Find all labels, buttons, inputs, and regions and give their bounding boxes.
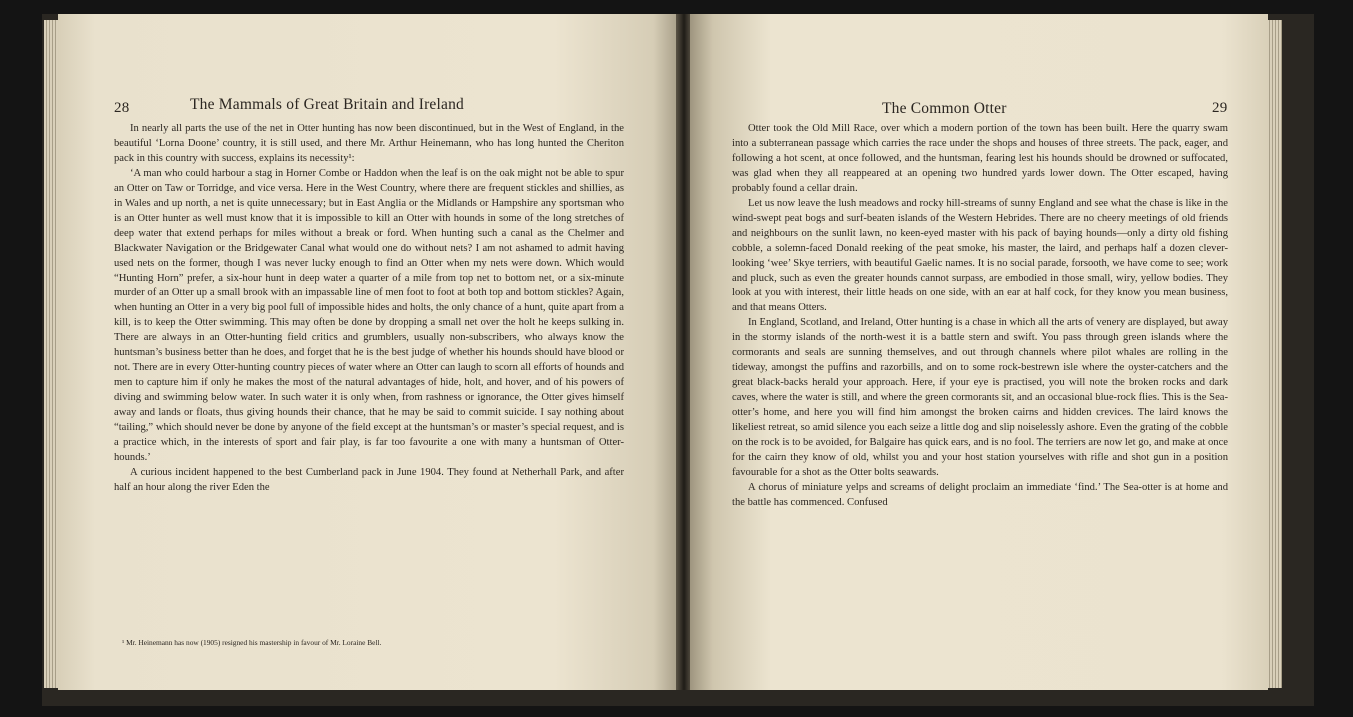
running-head: The Common Otter [882,100,1007,117]
paragraph: A curious incident happened to the best Cumberland pack in June 1904. They found at Netherhall Park, and after half an hour along the river Eden the [114,466,624,493]
footnote: ¹ Mr. Heinemann has now (1905) resigned his mastership in favour of Mr. Loraine Bell. [122,638,382,647]
paragraph: Let us now leave the lush meadows and rocky hill-streams of sunny England and see what the chase is like in the wind-swept peat bogs and surf-beaten islands of the Western Hebrides. There are no cheery meetings of old friends and neighbours on the sunlit lawn, no keen-eyed master with his pack of baying hounds—only a dirty old fishing cobble, a solemn-faced Donald reeking of the peat smoke, his master, the laird, and perhaps half a dozen clever-looking ‘wee’ Skye terriers, with beautiful Gaelic names. It is no social parade, forsooth, we have come to see; work and pluck, such as even the greater hounds cannot surpass, are embodied in those small, wiry, yellow bodies. They look at you with interest, their little heads on one side, with an ear at half cock, for they know you mean business, and that means Otters. [732,197,1228,314]
paragraph: Otter took the Old Mill Race, over which a modern portion of the town has been built. Here the quarry swam into a subterranean passage which carries the race under the shops and houses of three streets. The pack, eager, and following a hot scent, at once followed, and the huntsman, fearing lest his hounds should be drowned or suffocated, was glad when they all reappeared at an opening two hundred yards lower down. The Otter escaped, having probably found a cellar drain. [732,123,1228,194]
paragraph: A chorus of miniature yelps and screams of delight proclaim an immediate ‘find.’ The Sea-otter is at home and the battle has commenced. Confused [732,481,1228,508]
running-head: The Mammals of Great Britain and Ireland [190,96,464,113]
paragraph: ‘A man who could harbour a stag in Horner Combe or Haddon when the leaf is on the oak might not be able to spur an Otter on Taw or Torridge, and vice versa. Here in the West Country, where there are frequent stickles and shillies, as in Wales and up north, a net is quite unnecessary; but in East Anglia or the Midlands or Hampshire any sportsman who is an Otter hunter as well must know that it is impossible to kill an Otter with hounds in some of the long stretches of deep water that extend perhaps for miles without a break or ford. When hunting such a canal as the Chelmer and Blackwater Navigation or the Bridgewater Canal what would one do without nets? I am not ashamed to admit having used nets on the former, though I was never lucky enough to find an Otter when my nets were down. Which would “Hunting Horn” prefer, a six-hour hunt in deep water a quarter of a mile from top net to bottom net, or a six-minute murder of an Otter up a small brook with an impassable line of men foot to foot at both top and bottom stickles? Again, when hunting an Otter in a very big pool full of impossible hides and holts, the only chance of a hunt, quite apart from a kill, is to keep the Otter swimming. This may often be done by dropping a small net over the holt he keeps sulking in. There are always in an Otter-hunting field critics and grumblers, usually non-subscribers, who always know the huntsman’s business better than he does, and forget that he is the best judge of whether his hounds should have blood or not. There are in every Otter-hunting country pieces of water where an Otter can laugh to scorn all efforts of hounds and men to capture him if only he makes the most of the natural advantages of hide, holt, and hover, and of his powers of diving and swimming below water. In such water it is only when, from rashness or ignorance, the Otter gives himself away and lands or floats, thus giving hounds their chance, that he may be said to commit suicide. I say nothing about “tailing,” which should never be done by anyone of the field except at the huntsman’s or master’s special request, and is a practice which, in the interests of sport and fair play, is far too favourite a one with many a huntsman of Otter-hounds.’ [114,167,624,463]
page-number: 28 [114,100,130,116]
paragraph: In England, Scotland, and Ireland, Otter hunting is a chase in which all the arts of venery are displayed, but away in the stormy islands of the north-west it is a battle stern and swift. You pass through green islands where the cormorants and seals are sunning themselves, and out through channels where pilot whales are rolling in the tideway, amongst the puffins and razorbills, and on to some rock-bestrewn isle where the oyster-catchers and the great black-backs herald your approach. Here, if your eye is practised, you will note the broken rocks and dark caves, where the water is still, and where the green cormorants sit, and an occasional blue-rock flies. This is the Sea-otter’s home, and here you will find him amongst the broken cairns and hidden crevices. The laird knows the likeliest retreat, so amid silence you each seize a little dog and slip noiselessly ashore. Even the grating of the cobble on the rock is to be avoided, for Balgaire has quick ears, and is no fool. The terriers are now let go, and make at once for the cairn they know of old, whilst you and your host station yourselves with rifle and shot gun in a position favourable for a shot as the Otter bolts seawards. [732,317,1228,478]
page-number: 29 [1212,100,1228,116]
left-page-text [114,122,624,496]
right-page [690,14,1268,690]
paragraph: In nearly all parts the use of the net in Otter hunting has now been discontinued, but in the West of England, in the beautiful ‘Lorna Doone’ country, it is still used, and there Mr. Arthur Heinemann, who has long hunted the Cheriton pack in this country with success, explains its necessity¹: [114,123,624,164]
right-page-text [732,122,1228,511]
left-page [58,14,678,690]
